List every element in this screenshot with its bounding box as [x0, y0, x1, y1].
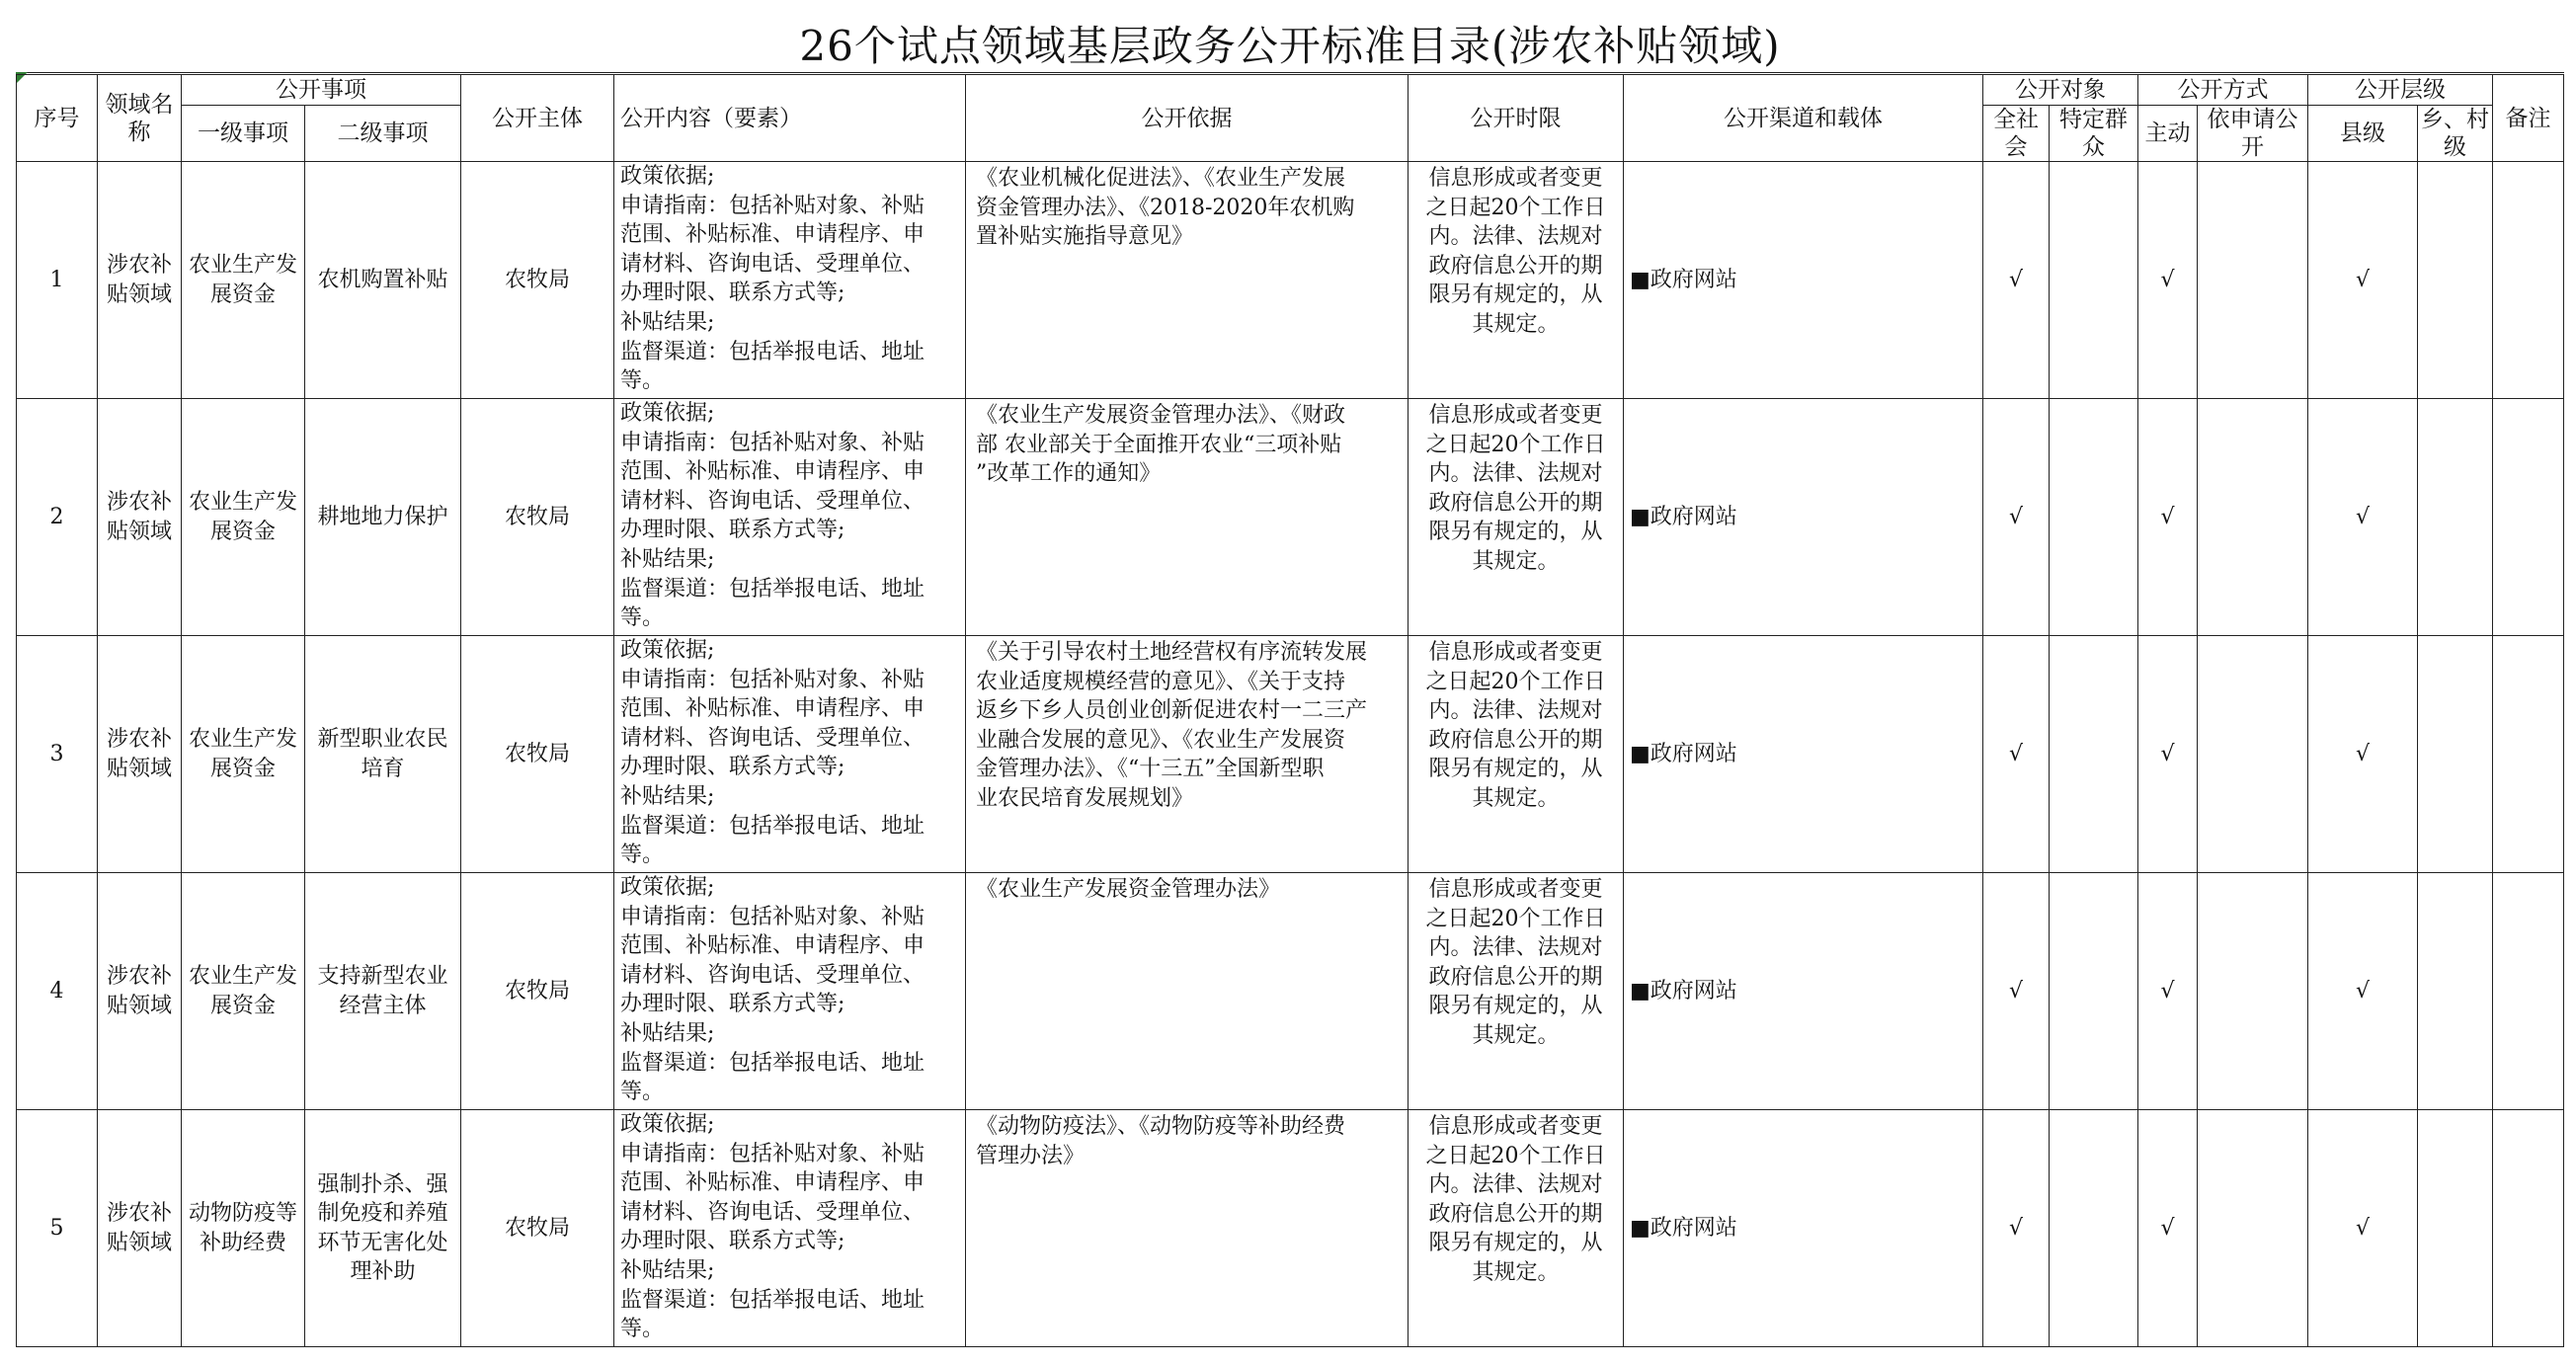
- cell-basis: [966, 399, 1409, 636]
- time-line: 政府信息公开的期: [1428, 727, 1603, 753]
- header-basis: 公开依据: [966, 75, 1409, 162]
- content-line: 范围、补贴标准、申请程序、申: [620, 222, 926, 248]
- content-line: 等。: [620, 1080, 665, 1105]
- cell-item2: 农机购置补贴: [305, 162, 461, 399]
- content-line: 请材料、咨询电话、受理单位、: [620, 1199, 926, 1225]
- content-line: 办理时限、联系方式等;: [620, 518, 845, 543]
- header-target-all: 全社会: [1983, 106, 2050, 162]
- cell-mode-active: √: [2138, 873, 2198, 1110]
- content-line: 请材料、咨询电话、受理单位、: [620, 725, 926, 751]
- cell-domain: 涉农补贴领域: [98, 162, 182, 399]
- header-subject: 公开主体: [461, 75, 614, 162]
- content-line: 办理时限、联系方式等;: [620, 992, 845, 1017]
- cell-item1: 农业生产发展资金: [182, 873, 305, 1110]
- cell-time: [1409, 399, 1624, 636]
- content-line: 政策依据;: [620, 164, 715, 189]
- time-line: 之日起20个工作日: [1425, 1143, 1606, 1168]
- cell-channel: ■政府网站: [1624, 873, 1983, 1110]
- cell-level-county: √: [2308, 636, 2418, 873]
- cell-seq: 1: [17, 162, 98, 399]
- content-line: 请材料、咨询电话、受理单位、: [620, 962, 926, 988]
- time-line: 政府信息公开的期: [1428, 1201, 1603, 1227]
- page-title: 26个试点领域基层政务公开标准目录(涉农补贴领域): [16, 15, 2564, 73]
- cell-level-town: [2418, 636, 2493, 873]
- spreadsheet: [16, 15, 2564, 1352]
- content-line: 申请指南：包括补贴对象、补贴: [620, 904, 926, 929]
- cell-remark: [2493, 873, 2564, 1110]
- header-mode-active: 主动: [2138, 106, 2198, 162]
- time-line: 其规定。: [1472, 785, 1560, 811]
- time-line: 其规定。: [1472, 1259, 1560, 1285]
- basis-line: 《关于引导农村土地经营权有序流转发展: [976, 640, 1368, 665]
- time-line: 内。法律、法规对: [1428, 698, 1603, 724]
- time-line: 之日起20个工作日: [1425, 432, 1606, 457]
- content-line: 政策依据;: [620, 638, 715, 663]
- cell-channel: ■政府网站: [1624, 162, 1983, 399]
- basis-line: 返乡下乡人员创业创新促进农村一二三产: [976, 698, 1368, 724]
- time-line: 政府信息公开的期: [1428, 964, 1603, 990]
- content-line: 补贴结果;: [620, 309, 715, 335]
- header-item2: 二级事项: [305, 106, 461, 162]
- time-line: 信息形成或者变更: [1428, 877, 1603, 902]
- content-line: 办理时限、联系方式等;: [620, 281, 845, 306]
- content-line: 等。: [620, 1317, 665, 1342]
- content-line: 监督渠道：包括举报电话、地址: [620, 576, 926, 602]
- content-line: 补贴结果;: [620, 1257, 715, 1283]
- cell-level-county: √: [2308, 873, 2418, 1110]
- cell-mode-active: √: [2138, 636, 2198, 873]
- header-channel: 公开渠道和载体: [1624, 75, 1983, 162]
- cell-target-specific: [2050, 636, 2138, 873]
- cell-mode-active: √: [2138, 399, 2198, 636]
- cell-channel: ■政府网站: [1624, 399, 1983, 636]
- catalog-table: [16, 74, 2564, 1347]
- cell-mode-request: [2198, 636, 2308, 873]
- cell-item1: 动物防疫等补助经费: [182, 1110, 305, 1347]
- cell-remark: [2493, 1110, 2564, 1347]
- cell-level-town: [2418, 162, 2493, 399]
- content-line: 等。: [620, 605, 665, 631]
- header-mode-request: 依申请公开: [2198, 106, 2308, 162]
- cell-mode-request: [2198, 399, 2308, 636]
- cell-target-specific: [2050, 1110, 2138, 1347]
- cell-time: [1409, 873, 1624, 1110]
- table-row: [17, 399, 2564, 636]
- basis-line: 《农业生产发展资金管理办法》: [976, 877, 1281, 902]
- time-line: 信息形成或者变更: [1428, 403, 1603, 428]
- cell-subject: 农牧局: [461, 399, 614, 636]
- basis-line: 业融合发展的意见》、《农业生产发展资: [976, 727, 1346, 753]
- header-target: 公开对象: [1983, 75, 2138, 106]
- cell-target-specific: [2050, 399, 2138, 636]
- time-line: 其规定。: [1472, 1022, 1560, 1048]
- content-line: 政策依据;: [620, 1112, 715, 1137]
- cell-domain: 涉农补贴领域: [98, 636, 182, 873]
- content-line: 补贴结果;: [620, 546, 715, 572]
- cell-mode-request: [2198, 1110, 2308, 1347]
- header-level-town: 乡、村级: [2418, 106, 2493, 162]
- content-line: 补贴结果;: [620, 1020, 715, 1046]
- cell-seq: 3: [17, 636, 98, 873]
- cell-item2: 耕地地力保护: [305, 399, 461, 636]
- time-line: 限另有规定的，从: [1428, 757, 1603, 782]
- cell-level-town: [2418, 873, 2493, 1110]
- cell-level-town: [2418, 1110, 2493, 1347]
- time-line: 信息形成或者变更: [1428, 640, 1603, 665]
- table-header: [17, 75, 2564, 162]
- cell-target-specific: [2050, 873, 2138, 1110]
- cell-content: [614, 399, 966, 636]
- time-line: 之日起20个工作日: [1425, 906, 1606, 931]
- cell-subject: 农牧局: [461, 162, 614, 399]
- cell-level-county: √: [2308, 162, 2418, 399]
- cell-mode-active: √: [2138, 1110, 2198, 1347]
- basis-line: ”改革工作的通知》: [976, 461, 1162, 487]
- content-line: 监督渠道：包括举报电话、地址: [620, 1287, 926, 1313]
- time-line: 限另有规定的，从: [1428, 1231, 1603, 1256]
- cell-domain: 涉农补贴领域: [98, 399, 182, 636]
- cell-item2: 支持新型农业经营主体: [305, 873, 461, 1110]
- time-line: 内。法律、法规对: [1428, 1172, 1603, 1198]
- time-line: 之日起20个工作日: [1425, 669, 1606, 694]
- content-line: 等。: [620, 368, 665, 394]
- time-line: 信息形成或者变更: [1428, 166, 1603, 191]
- header-items: 公开事项: [182, 75, 461, 106]
- header-target-specific: 特定群众: [2050, 106, 2138, 162]
- content-line: 范围、补贴标准、申请程序、申: [620, 1170, 926, 1196]
- content-line: 请材料、咨询电话、受理单位、: [620, 251, 926, 277]
- header-remark: 备注: [2493, 75, 2564, 162]
- table-row: [17, 162, 2564, 399]
- content-line: 政策依据;: [620, 401, 715, 426]
- content-line: 申请指南：包括补贴对象、补贴: [620, 430, 926, 455]
- table-row: [17, 636, 2564, 873]
- cell-remark: [2493, 162, 2564, 399]
- header-level-county: 县级: [2308, 106, 2418, 162]
- basis-line: 金管理办法》、《“十三五”全国新型职: [976, 757, 1325, 782]
- content-line: 监督渠道：包括举报电话、地址: [620, 339, 926, 364]
- content-line: 办理时限、联系方式等;: [620, 755, 845, 780]
- cell-subject: 农牧局: [461, 636, 614, 873]
- content-line: 申请指南：包括补贴对象、补贴: [620, 193, 926, 218]
- content-line: 等。: [620, 843, 665, 868]
- content-line: 申请指南：包括补贴对象、补贴: [620, 1141, 926, 1166]
- header-level: 公开层级: [2308, 75, 2493, 106]
- cell-remark: [2493, 399, 2564, 636]
- cell-time: [1409, 162, 1624, 399]
- cell-content: [614, 162, 966, 399]
- cell-target-all: √: [1983, 636, 2050, 873]
- basis-line: 《农业生产发展资金管理办法》、《财政: [976, 403, 1346, 428]
- table-body: [17, 162, 2564, 1347]
- time-line: 内。法律、法规对: [1428, 935, 1603, 961]
- cell-target-specific: [2050, 162, 2138, 399]
- cell-subject: 农牧局: [461, 873, 614, 1110]
- basis-line: 《农业机械化促进法》、《农业生产发展: [976, 166, 1346, 191]
- cell-channel: ■政府网站: [1624, 1110, 1983, 1347]
- time-line: 限另有规定的，从: [1428, 994, 1603, 1019]
- cell-content: [614, 1110, 966, 1347]
- time-line: 其规定。: [1472, 548, 1560, 574]
- cell-level-county: √: [2308, 399, 2418, 636]
- basis-line: 部 农业部关于全面推开农业“三项补贴: [976, 432, 1342, 457]
- table-row: [17, 873, 2564, 1110]
- cell-basis: [966, 636, 1409, 873]
- cell-time: [1409, 636, 1624, 873]
- cell-target-all: √: [1983, 162, 2050, 399]
- cell-domain: 涉农补贴领域: [98, 873, 182, 1110]
- cell-mode-request: [2198, 873, 2308, 1110]
- basis-line: 置补贴实施指导意见》: [976, 224, 1194, 250]
- content-line: 补贴结果;: [620, 783, 715, 809]
- cell-domain: 涉农补贴领域: [98, 1110, 182, 1347]
- cell-channel: ■政府网站: [1624, 636, 1983, 873]
- time-line: 内。法律、法规对: [1428, 224, 1603, 250]
- time-line: 限另有规定的，从: [1428, 520, 1603, 545]
- cell-basis: [966, 873, 1409, 1110]
- cell-mode-request: [2198, 162, 2308, 399]
- time-line: 政府信息公开的期: [1428, 490, 1603, 516]
- header-content: 公开内容（要素）: [614, 75, 966, 162]
- content-line: 范围、补贴标准、申请程序、申: [620, 696, 926, 722]
- basis-line: 管理办法》: [976, 1143, 1086, 1168]
- time-line: 限另有规定的，从: [1428, 282, 1603, 308]
- time-line: 信息形成或者变更: [1428, 1114, 1603, 1139]
- cell-subject: 农牧局: [461, 1110, 614, 1347]
- content-line: 请材料、咨询电话、受理单位、: [620, 488, 926, 514]
- cell-item1: 农业生产发展资金: [182, 636, 305, 873]
- cell-content: [614, 636, 966, 873]
- cell-basis: [966, 162, 1409, 399]
- cell-item1: 农业生产发展资金: [182, 162, 305, 399]
- header-seq: 序号: [17, 75, 98, 162]
- header-item1: 一级事项: [182, 106, 305, 162]
- basis-line: 农业适度规模经营的意见》、《关于支持: [976, 669, 1346, 694]
- cell-item2: 强制扑杀、强制免疫和养殖环节无害化处理补助: [305, 1110, 461, 1347]
- cell-mode-active: √: [2138, 162, 2198, 399]
- time-line: 之日起20个工作日: [1425, 195, 1606, 220]
- cell-seq: 5: [17, 1110, 98, 1347]
- content-line: 政策依据;: [620, 875, 715, 900]
- time-line: 政府信息公开的期: [1428, 253, 1603, 279]
- cell-target-all: √: [1983, 873, 2050, 1110]
- cell-remark: [2493, 636, 2564, 873]
- cell-time: [1409, 1110, 1624, 1347]
- content-line: 监督渠道：包括举报电话、地址: [620, 1050, 926, 1076]
- time-line: 内。法律、法规对: [1428, 461, 1603, 487]
- basis-line: 业农民培育发展规划》: [976, 785, 1194, 811]
- content-line: 申请指南：包括补贴对象、补贴: [620, 667, 926, 692]
- cell-level-county: √: [2308, 1110, 2418, 1347]
- cell-item2: 新型职业农民培育: [305, 636, 461, 873]
- content-line: 范围、补贴标准、申请程序、申: [620, 459, 926, 485]
- cell-item1: 农业生产发展资金: [182, 399, 305, 636]
- basis-line: 《动物防疫法》、《动物防疫等补助经费: [976, 1114, 1346, 1139]
- cell-seq: 2: [17, 399, 98, 636]
- table-row: [17, 1110, 2564, 1347]
- cell-target-all: √: [1983, 1110, 2050, 1347]
- content-line: 范围、补贴标准、申请程序、申: [620, 933, 926, 959]
- content-line: 办理时限、联系方式等;: [620, 1229, 845, 1254]
- basis-line: 资金管理办法》、《2018-2020年农机购: [976, 195, 1355, 220]
- header-domain: 领域名称: [98, 75, 182, 162]
- cell-target-all: √: [1983, 399, 2050, 636]
- cell-level-town: [2418, 399, 2493, 636]
- content-line: 监督渠道：包括举报电话、地址: [620, 813, 926, 839]
- header-time: 公开时限: [1409, 75, 1624, 162]
- time-line: 其规定。: [1472, 311, 1560, 337]
- cell-content: [614, 873, 966, 1110]
- header-mode: 公开方式: [2138, 75, 2308, 106]
- cell-basis: [966, 1110, 1409, 1347]
- cell-seq: 4: [17, 873, 98, 1110]
